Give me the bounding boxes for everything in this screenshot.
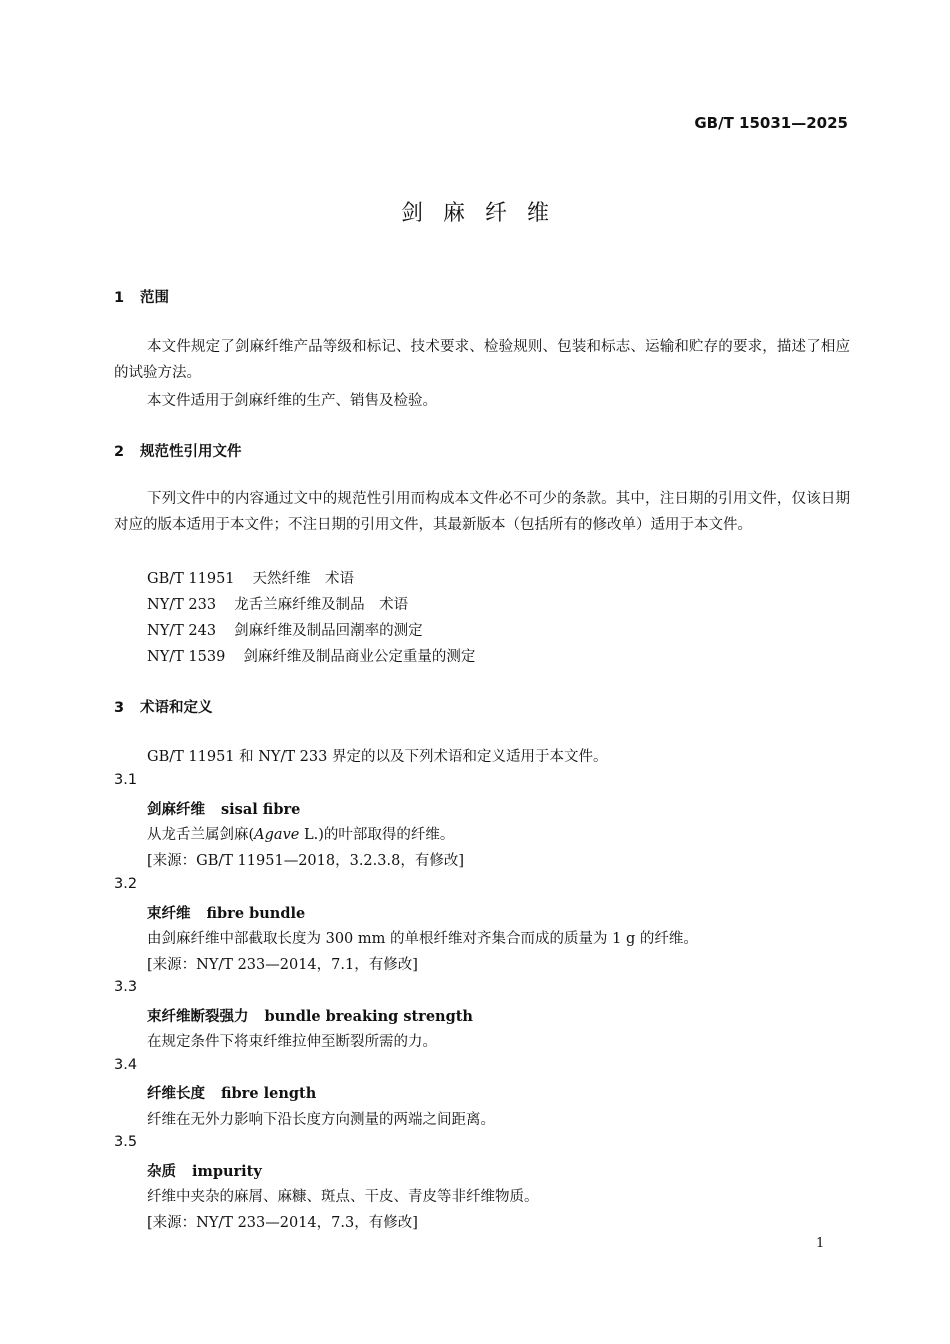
- term-number: 3.3: [114, 979, 138, 995]
- reference-item: [147, 593, 408, 614]
- section-3-heading: [114, 696, 213, 717]
- term-definition: 纤维在无外力影响下沿长度方向测量的两端之间距离。: [147, 1112, 495, 1128]
- definition-text: L.)的叶部取得的纤维。: [299, 827, 455, 843]
- document-title: 剑麻纤维: [400, 201, 569, 226]
- term-english: sisal fibre: [221, 801, 301, 818]
- term-source: [来源：GB/T 11951—2018，3.2.3.8，有修改]: [147, 853, 464, 869]
- reference-item: [147, 567, 354, 588]
- section-number: 2: [114, 444, 125, 460]
- section-2-paragraph-1: 下列文件中的内容通过文中的规范性引用而构成本文件必不可少的条款。其中，注日期的引用文件，仅该日期对应的版本适用于本文件；不注日期的引用文件，其最新版本（包括所有的修改单）适用于本文件。: [114, 491, 850, 533]
- term-english: fibre bundle: [206, 905, 306, 922]
- term-heading: [147, 1082, 316, 1103]
- section-title: 范围: [140, 290, 169, 306]
- term-number: 3.1: [114, 772, 138, 788]
- term-definition: 在规定条件下将束纤维拉伸至断裂所需的力。: [147, 1034, 437, 1050]
- section-1-heading: [114, 286, 169, 307]
- reference-item: [147, 645, 475, 666]
- term-number: 3.2: [114, 876, 138, 892]
- term-chinese: 剑麻纤维: [147, 802, 205, 818]
- reference-name: 天然纤维 术语: [252, 571, 355, 587]
- term-definition: 由剑麻纤维中部截取长度为 300 mm 的单根纤维对齐集合而成的质量为 1 g 的纤维。: [147, 931, 698, 947]
- definition-text: 从龙舌兰属剑麻(: [147, 827, 255, 843]
- section-number: 1: [114, 290, 125, 306]
- term-number: 3.5: [114, 1134, 138, 1150]
- term-chinese: 杂质: [147, 1164, 176, 1180]
- term-english: impurity: [192, 1163, 262, 1180]
- reference-name: 龙舌兰麻纤维及制品 术语: [234, 597, 409, 613]
- term-heading: [147, 1160, 262, 1181]
- standard-number: GB/T 15031—2025: [694, 114, 848, 132]
- reference-item: [147, 619, 423, 640]
- term-chinese: 束纤维: [147, 906, 191, 922]
- section-1-paragraph-1: 本文件规定了剑麻纤维产品等级和标记、技术要求、检验规则、包装和标志、运输和贮存的要求，描述了相应的试验方法。: [114, 339, 850, 381]
- reference-name: 剑麻纤维及制品回潮率的测定: [234, 623, 423, 639]
- term-heading: [147, 902, 305, 923]
- reference-code: GB/T 11951: [147, 571, 235, 587]
- term-definition: [147, 823, 454, 844]
- term-heading: [147, 798, 300, 819]
- term-number: 3.4: [114, 1057, 138, 1073]
- reference-code: NY/T 1539: [147, 649, 226, 665]
- reference-code: NY/T 243: [147, 623, 217, 639]
- section-number: 3: [114, 700, 125, 716]
- definition-italic-genus: Agave: [254, 827, 300, 843]
- term-source: [来源：NY/T 233—2014，7.1，有修改]: [147, 957, 418, 973]
- section-3-intro: GB/T 11951 和 NY/T 233 界定的以及下列术语和定义适用于本文件。: [147, 749, 608, 765]
- page-number: 1: [816, 1236, 825, 1251]
- section-title: 规范性引用文件: [140, 444, 242, 460]
- reference-name: 剑麻纤维及制品商业公定重量的测定: [243, 649, 476, 665]
- term-chinese: 束纤维断裂强力: [147, 1009, 249, 1025]
- term-heading: [147, 1005, 473, 1026]
- term-chinese: 纤维长度: [147, 1086, 205, 1102]
- term-definition: 纤维中夹杂的麻屑、麻糠、斑点、干皮、青皮等非纤维物质。: [147, 1189, 539, 1205]
- section-2-heading: [114, 440, 242, 461]
- section-title: 术语和定义: [140, 700, 213, 716]
- term-english: bundle breaking strength: [264, 1008, 473, 1025]
- term-source: [来源：NY/T 233—2014，7.3，有修改]: [147, 1215, 418, 1231]
- section-1-paragraph-2: 本文件适用于剑麻纤维的生产、销售及检验。: [147, 393, 437, 409]
- reference-code: NY/T 233: [147, 597, 217, 613]
- term-english: fibre length: [221, 1085, 317, 1102]
